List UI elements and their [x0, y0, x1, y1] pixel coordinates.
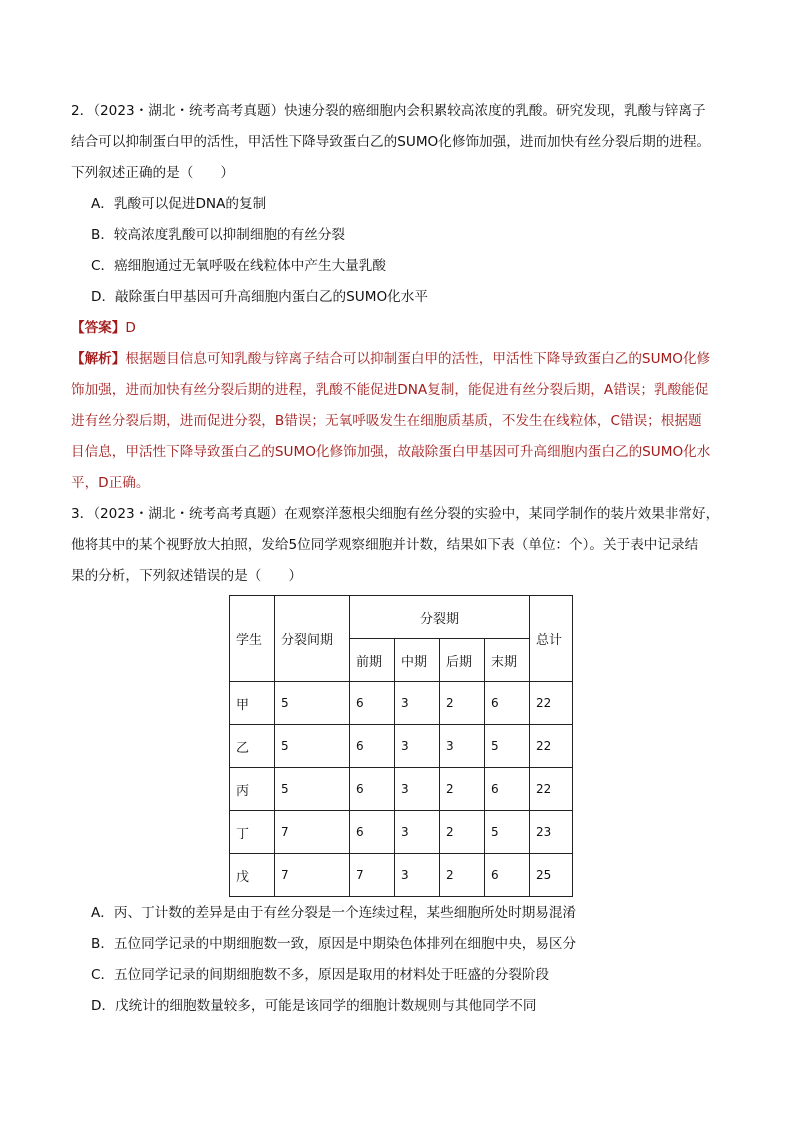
header-interphase: 分裂间期 [275, 596, 350, 682]
explanation-text: 根据题目信息可知乳酸与锌离子结合可以抑制蛋白甲的活性，甲活性下降导致蛋白乙的SUMO化修 [125, 351, 711, 367]
q2-option-c: C．癌细胞通过无氧呼吸在线粒体中产生大量乳酸 [91, 258, 386, 274]
cell-prophase: 6 [350, 811, 395, 854]
header-prophase: 前期 [350, 639, 395, 682]
q2-stem-line-1: 2．（2023・湖北・统考高考真题）快速分裂的癌细胞内会积累较高浓度的乳酸。研究发现，乳酸与锌离子 [71, 103, 706, 119]
q3-stem-line-3: 果的分析，下列叙述错误的是（ ） [71, 568, 303, 584]
cell-telophase: 5 [485, 811, 530, 854]
cell-anaphase: 2 [440, 682, 485, 725]
cell-student: 丁 [230, 811, 275, 854]
answer-value: D [125, 320, 136, 336]
q2-explanation-line-2: 饰加强，进而加快有丝分裂后期的进程，乳酸不能促进DNA复制，能促进有丝分裂后期，A错误；乳酸能促 [71, 382, 709, 398]
header-anaphase: 后期 [440, 639, 485, 682]
cell-total: 22 [530, 725, 573, 768]
q2-explanation-line-1 [71, 344, 731, 375]
cell-student: 丙 [230, 768, 275, 811]
cell-total: 25 [530, 854, 573, 897]
cell-prophase: 7 [350, 854, 395, 897]
cell-metaphase: 3 [395, 682, 440, 725]
cell-telophase: 5 [485, 725, 530, 768]
cell-prophase: 6 [350, 768, 395, 811]
q3-stem-line-1: 3．（2023・湖北・统考高考真题）在观察洋葱根尖细胞有丝分裂的实验中，某同学制作的装片效果非常好， [71, 506, 720, 522]
cell-total: 22 [530, 682, 573, 725]
header-total: 总计 [530, 596, 573, 682]
cell-student: 甲 [230, 682, 275, 725]
q2-option-b: B．较高浓度乳酸可以抑制细胞的有丝分裂 [91, 227, 346, 243]
cell-student: 戊 [230, 854, 275, 897]
table-row [230, 854, 573, 897]
cell-count-table-wrapper [229, 595, 573, 897]
q2-explanation-line-3: 进有丝分裂后期，进而促进分裂，B错误；无氧呼吸发生在细胞质基质，不发生在线粒体，C错误；根据题 [71, 413, 702, 429]
cell-prophase: 6 [350, 682, 395, 725]
q3-stem-line-2: 他将其中的某个视野放大拍照，发给5位同学观察细胞并计数，结果如下表（单位：个）。关于表中记录结 [71, 537, 699, 553]
cell-count-table [229, 595, 573, 897]
q3-option-d: D．戊统计的细胞数量较多，可能是该同学的细胞计数规则与其他同学不同 [91, 998, 537, 1014]
cell-interphase: 5 [275, 682, 350, 725]
explanation-tag: 【解析】 [71, 351, 126, 367]
cell-telophase: 6 [485, 854, 530, 897]
header-student: 学生 [230, 596, 275, 682]
cell-anaphase: 2 [440, 811, 485, 854]
cell-interphase: 5 [275, 725, 350, 768]
cell-total: 23 [530, 811, 573, 854]
cell-anaphase: 3 [440, 725, 485, 768]
q2-explanation-line-5: 平，D正确。 [71, 475, 150, 491]
header-telophase: 末期 [485, 639, 530, 682]
cell-student: 乙 [230, 725, 275, 768]
table-row [230, 811, 573, 854]
table-row [230, 768, 573, 811]
question-content [71, 96, 731, 592]
table-row [230, 725, 573, 768]
q3-option-a: A．丙、丁计数的差异是由于有丝分裂是一个连续过程，某些细胞所处时期易混淆 [91, 905, 577, 921]
q3-options [71, 898, 731, 1022]
answer-tag: 【答案】 [71, 320, 126, 336]
q3-option-c: C．五位同学记录的间期细胞数不多，原因是取用的材料处于旺盛的分裂阶段 [91, 967, 550, 983]
q2-option-a: A．乳酸可以促进DNA的复制 [91, 196, 267, 212]
cell-metaphase: 3 [395, 811, 440, 854]
cell-telophase: 6 [485, 682, 530, 725]
table-header-row [230, 596, 573, 639]
cell-interphase: 7 [275, 811, 350, 854]
cell-prophase: 6 [350, 725, 395, 768]
cell-total: 22 [530, 768, 573, 811]
q2-stem-line-3: 下列叙述正确的是（ ） [71, 165, 235, 181]
cell-metaphase: 3 [395, 768, 440, 811]
cell-metaphase: 3 [395, 854, 440, 897]
q2-option-d: D．敲除蛋白甲基因可升高细胞内蛋白乙的SUMO化水平 [91, 289, 428, 305]
header-mitosis: 分裂期 [350, 596, 530, 639]
q3-option-b: B．五位同学记录的中期细胞数一致，原因是中期染色体排列在细胞中央，易区分 [91, 936, 577, 952]
cell-interphase: 7 [275, 854, 350, 897]
table-row [230, 682, 573, 725]
cell-metaphase: 3 [395, 725, 440, 768]
q2-explanation-line-4: 目信息，甲活性下降导致蛋白乙的SUMO化修饰加强，故敲除蛋白甲基因可升高细胞内蛋白乙的SUMO化水 [71, 444, 711, 460]
cell-anaphase: 2 [440, 854, 485, 897]
q2-answer [71, 313, 731, 344]
q2-stem-line-2: 结合可以抑制蛋白甲的活性，甲活性下降导致蛋白乙的SUMO化修饰加强，进而加快有丝分裂后期的进程。 [71, 134, 711, 150]
cell-interphase: 5 [275, 768, 350, 811]
header-metaphase: 中期 [395, 639, 440, 682]
cell-anaphase: 2 [440, 768, 485, 811]
cell-telophase: 6 [485, 768, 530, 811]
